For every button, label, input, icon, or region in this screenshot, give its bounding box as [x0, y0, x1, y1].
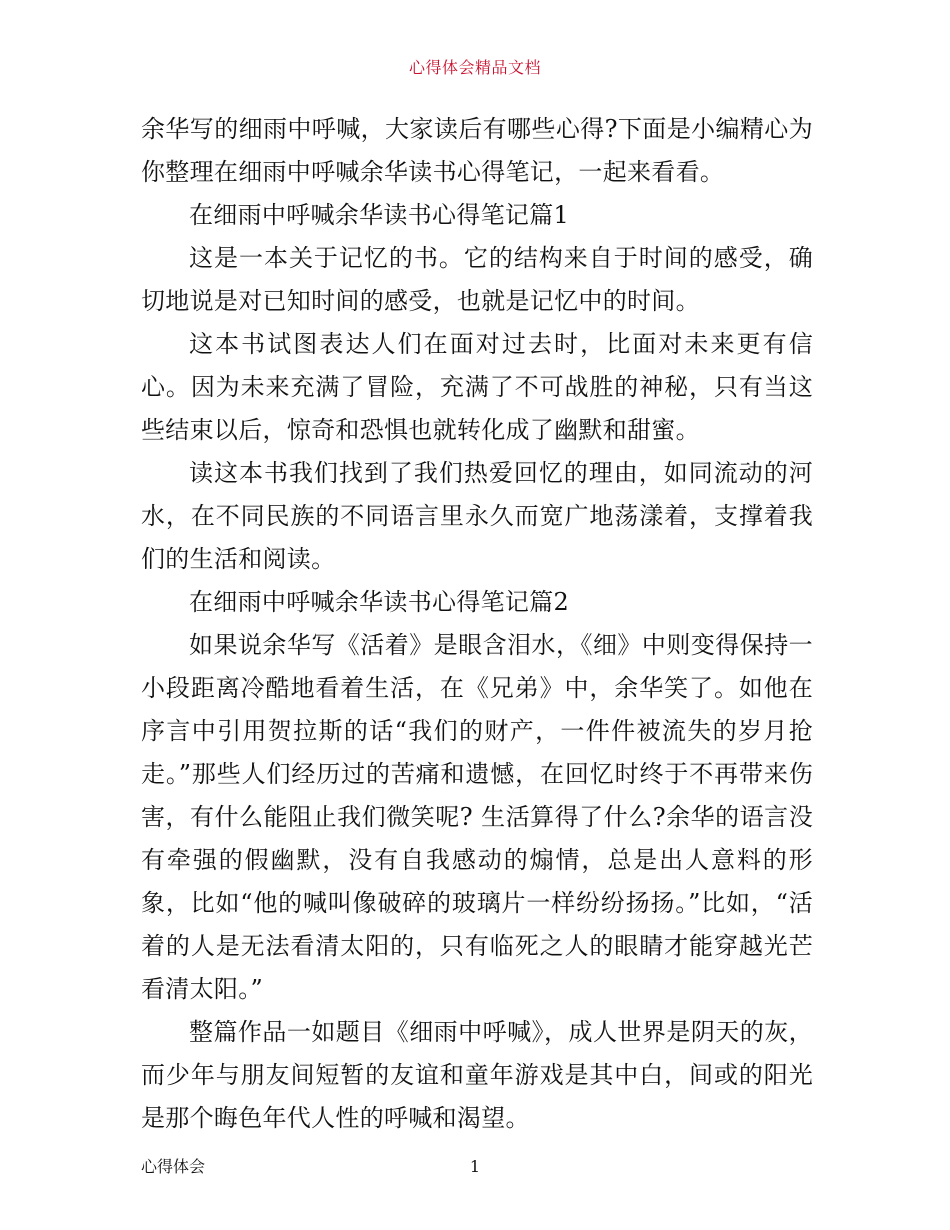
- body-paragraph: 读这本书我们找到了我们热爱回忆的理由，如同流动的河水，在不同民族的不同语言里永久而宽广地荡漾着，支撑着我们的生活和阅读。: [141, 459, 813, 573]
- page-header-title: 心得体会精品文档: [408, 58, 541, 77]
- page-footer-label: 心得体会: [141, 1157, 206, 1176]
- section-heading-2: 在细雨中呼喊余华读书心得笔记篇2: [189, 588, 570, 616]
- body-paragraph: 如果说余华写《活着》是眼含泪水，《细》中则变得保持一小段距离冷酷地看着生活，在《兄弟》中，余华笑了。如他在序言中引用贺拉斯的话“我们的财产，一件件被流失的岁月抢走。”那些人们经历过的苦痛和遗憾，在回忆时终于不再带来伤害，有什么能阻止我们微笑呢? 生活算得了什么?余华的语言没有牵强的假幽默，没有自我感动的煽情，总是出人意料的形象，比如“他的喊叫像破碎的玻璃片一样纷纷扬扬。”比如，“活着的人是无法看清太阳的，只有临死之人的眼睛才能穿越光芒看清太阳。”: [141, 631, 813, 1003]
- page-number: 1: [469, 1157, 481, 1176]
- body-paragraph: 这是一本关于记忆的书。它的结构来自于时间的感受，确切地说是对已知时间的感受，也就是记忆中的时间。: [141, 244, 813, 315]
- intro-paragraph: 余华写的细雨中呼喊，大家读后有哪些心得?下面是小编精心为你整理在细雨中呼喊余华读书心得笔记，一起来看看。: [141, 115, 813, 186]
- body-paragraph: 这本书试图表达人们在面对过去时，比面对未来更有信心。因为未来充满了冒险，充满了不可战胜的神秘，只有当这些结束以后，惊奇和恐惧也就转化成了幽默和甜蜜。: [141, 330, 813, 444]
- document-body: [141, 108, 813, 1140]
- section-heading-1: 在细雨中呼喊余华读书心得笔记篇1: [189, 201, 570, 229]
- body-paragraph: 整篇作品一如题目《细雨中呼喊》，成人世界是阴天的灰，而少年与朋友间短暂的友谊和童年游戏是其中白，间或的阳光是那个晦色年代人性的呼喊和渴望。: [141, 1018, 813, 1132]
